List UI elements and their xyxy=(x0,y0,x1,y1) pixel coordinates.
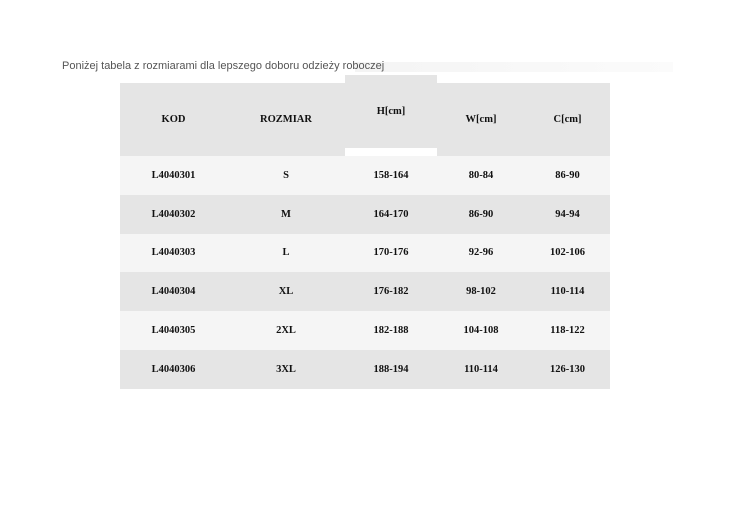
header-chest: C[cm] xyxy=(553,114,582,125)
cell-chest: 86-90 xyxy=(555,169,580,181)
cell-height: 170-176 xyxy=(373,247,409,259)
cell-chest: 94-94 xyxy=(555,208,580,220)
cell-kod: L4040302 xyxy=(151,208,196,220)
cell-waist: 98-102 xyxy=(466,286,496,298)
cell-height: 182-188 xyxy=(373,325,409,337)
cell-kod: L4040305 xyxy=(151,325,196,337)
cell-kod: L4040303 xyxy=(151,247,196,259)
cell-kod: L4040301 xyxy=(151,169,196,181)
cell-rozmiar: L xyxy=(282,247,290,259)
cell-height: 176-182 xyxy=(373,286,409,298)
cell-chest: 118-122 xyxy=(550,325,585,337)
table-row xyxy=(120,234,610,273)
cell-waist: 92-96 xyxy=(468,247,494,259)
cell-chest: 110-114 xyxy=(550,286,585,298)
cell-rozmiar: S xyxy=(283,169,289,181)
cell-kod: L4040304 xyxy=(151,286,196,298)
cell-height: 164-170 xyxy=(373,208,409,220)
cell-chest: 126-130 xyxy=(550,363,585,375)
header-rozmiar: ROZMIAR xyxy=(260,114,312,125)
cell-rozmiar: XL xyxy=(278,286,294,298)
table-row xyxy=(120,311,610,350)
cell-waist: 104-108 xyxy=(463,325,499,337)
table-row xyxy=(120,156,610,195)
header-waist: W[cm] xyxy=(465,114,497,125)
cell-waist: 80-84 xyxy=(468,169,494,181)
cell-height: 188-194 xyxy=(373,363,409,375)
table-row xyxy=(120,350,610,389)
cell-chest: 102-106 xyxy=(550,247,585,259)
size-table xyxy=(120,83,610,389)
cell-height: 158-164 xyxy=(373,169,409,181)
cell-rozmiar: M xyxy=(281,208,291,220)
table-header-row xyxy=(120,83,610,156)
cell-kod: L4040306 xyxy=(151,363,196,375)
cell-waist: 86-90 xyxy=(468,208,494,220)
header-height: H[cm] xyxy=(376,106,406,117)
header-kod: KOD xyxy=(161,114,186,125)
cell-rozmiar: 3XL xyxy=(276,363,296,375)
intro-text: Poniżej tabela z rozmiarami dla lepszego doboru odzieży roboczej xyxy=(62,60,385,72)
cell-waist: 110-114 xyxy=(464,363,498,375)
cell-rozmiar: 2XL xyxy=(276,325,296,337)
table-row xyxy=(120,195,610,234)
intro-highlight xyxy=(355,62,673,72)
table-row xyxy=(120,272,610,311)
